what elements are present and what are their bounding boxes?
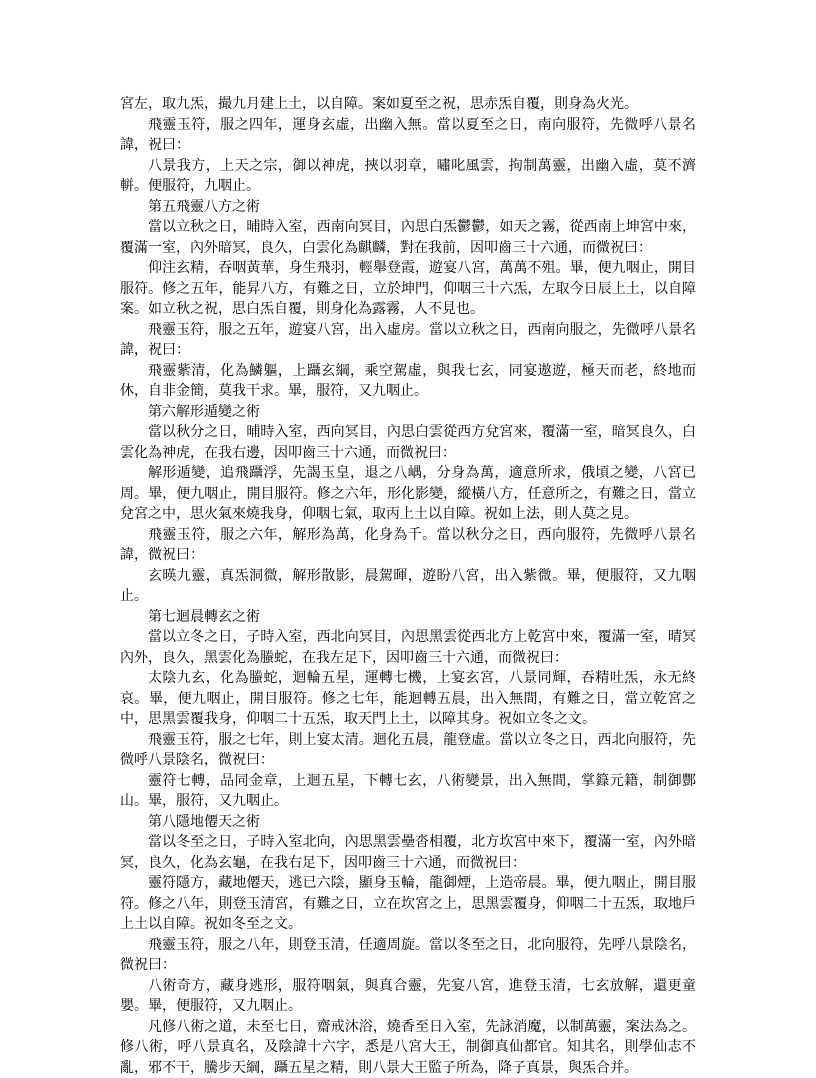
paragraph: 八景我方，上天之宗，御以神虎，挾以羽章，嘯叱風雲，拘制萬靈，出幽入虛，莫不濟軿。便服符，九咽止。 bbox=[120, 156, 696, 197]
paragraph: 飛靈玉符，服之七年，則上宴太清。迴化五晨，龍登虛。當以立冬之日，西北向服符，先微呼八景陰名，微祝曰： bbox=[120, 730, 696, 771]
paragraph: 飛靈紫清，化為鱗軀，上躡玄綱，乘空駕虛，與我七玄，同宴遨遊，極天而老，終地而休，自非金簡，莫我干求。畢，服符，又九咽止。 bbox=[120, 361, 696, 402]
document-page bbox=[120, 94, 696, 1078]
paragraph: 靈符七轉，品同金章，上迴五星，下轉七玄，八術變景，出入無間，掌籙元籍，制御酆山。畢，服符，又九咽止。 bbox=[120, 771, 696, 812]
paragraph: 解形遁變，追飛躡浮，先謁玉皇，退之八嵎，分身為萬，適意所求，俄頃之變，八宮已周。畢，便九咽止，開目服符。修之六年，形化影變，縱橫八方，任意所之，有難之日，當立兌宮之中，思火氣來燒我身，仰咽七氣，取丙上土以自障。祝如上法，則人莫之見。 bbox=[120, 463, 696, 525]
paragraph: 飛靈玉符，服之五年，遊宴八宮，出入虛房。當以立秋之日，西南向服之，先微呼八景名諱，祝曰： bbox=[120, 320, 696, 361]
paragraph: 當以立秋之日，晡時入室，西南向冥目，內思白炁鬱鬱，如天之霧，從西南上坤宮中來，覆滿一室，內外暗冥，良久，白雲化為麒麟，對在我前，因叩齒三十六通，而微祝曰： bbox=[120, 217, 696, 258]
paragraph: 當以冬至之日，子時入室北向，內思黑雲壘沓相覆，北方坎宮中來下，覆滿一室，內外暗冥，良久，化為玄龜，在我右足下，因叩齒三十六通，而微祝曰： bbox=[120, 832, 696, 873]
paragraph: 飛靈玉符，服之八年，則登玉清，任適周旋。當以冬至之日，北向服符，先呼八景陰名，微祝曰： bbox=[120, 935, 696, 976]
section-heading: 第七迴晨轉玄之術 bbox=[120, 607, 696, 628]
paragraph: 仰注玄精，吞咽黃華，身生飛羽，輕舉登霞，遊宴八宮，萬萬不殂。畢，便九咽止，開目服符。修之五年，能昇八方，有難之日，立於坤門，仰咽三十六炁，左取今日辰上土，以自障案。如立秋之祝，思白炁自覆，則身化為露霧，人不見也。 bbox=[120, 258, 696, 320]
section-heading: 第八隱地僊天之術 bbox=[120, 812, 696, 833]
paragraph: 飛靈玉符，服之六年，解形為萬，化身為千。當以秋分之日，西向服符，先微呼八景名諱，微祝曰： bbox=[120, 525, 696, 566]
paragraph: 太陰九玄，化為螣蛇，迴輪五星，運轉七機，上宴玄宮，八景同輝，吞精吐炁，永无終哀。畢，便九咽止，開目服符。修之七年，能迴轉五晨，出入無間，有難之日，當立乾宮之中，思黑雲覆我身，仰咽二十五炁，取天門上土，以障其身。祝如立冬之文。 bbox=[120, 668, 696, 730]
paragraph: 飛靈玉符，服之四年，運身玄虛，出幽入無。當以夏至之日，南向服符，先微呼八景名諱，祝曰： bbox=[120, 115, 696, 156]
paragraph: 玄暎九靈，真炁洞微，解形散影，晨駕暉，遊盼八宮，出入紫微。畢，便服符，又九咽止。 bbox=[120, 566, 696, 607]
section-heading: 第六解形遁變之術 bbox=[120, 402, 696, 423]
paragraph: 宮左，取九炁，撮九月建上土，以自障。案如夏至之祝，思赤炁自覆，則身為火光。 bbox=[120, 94, 696, 115]
paragraph: 當以秋分之日，晡時入室，西向冥目，內思白雲從西方兌宮來，覆滿一室，暗冥良久，白雲化為神虎，在我右邊，因叩齒三十六通，而微祝曰： bbox=[120, 422, 696, 463]
paragraph: 八術奇方，藏身逃形，服符咽氣，與真合靈，先宴八宮，進登玉清，七玄放解，還更童嬰。畢，便服符，又九咽止。 bbox=[120, 976, 696, 1017]
paragraph: 當以立冬之日，子時入室，西北向冥目，內思黑雲從西北方上乾宮中來，覆滿一室，晴冥內外，良久，黑雲化為螣蛇，在我左足下，因叩齒三十六通，而微祝曰： bbox=[120, 627, 696, 668]
paragraph: 凡修八術之道，未至七日，齋戒沐浴，燒香至日入室，先詠消魔，以制萬靈，案法為之。修八術，呼八景真名，及陰諱十六字，悉是八宮大王，制御真仙都官。知其名，則學仙志不亂，邪不干，騰步天綱，躡五星之精，則八景大王監子所為，降子真景，與炁合并。 bbox=[120, 1017, 696, 1078]
section-heading: 第五飛靈八方之術 bbox=[120, 197, 696, 218]
paragraph: 靈符隱方，藏地僊天，逃已六陰，顯身玉輪，龍御煙，上造帝晨。畢，便九咽止，開目服符。修之八年，則登玉清宮，有難之日，立在坎宮之上，思黑雲覆身，仰咽二十五炁，取地戶上土以自障。祝如冬至之文。 bbox=[120, 873, 696, 935]
